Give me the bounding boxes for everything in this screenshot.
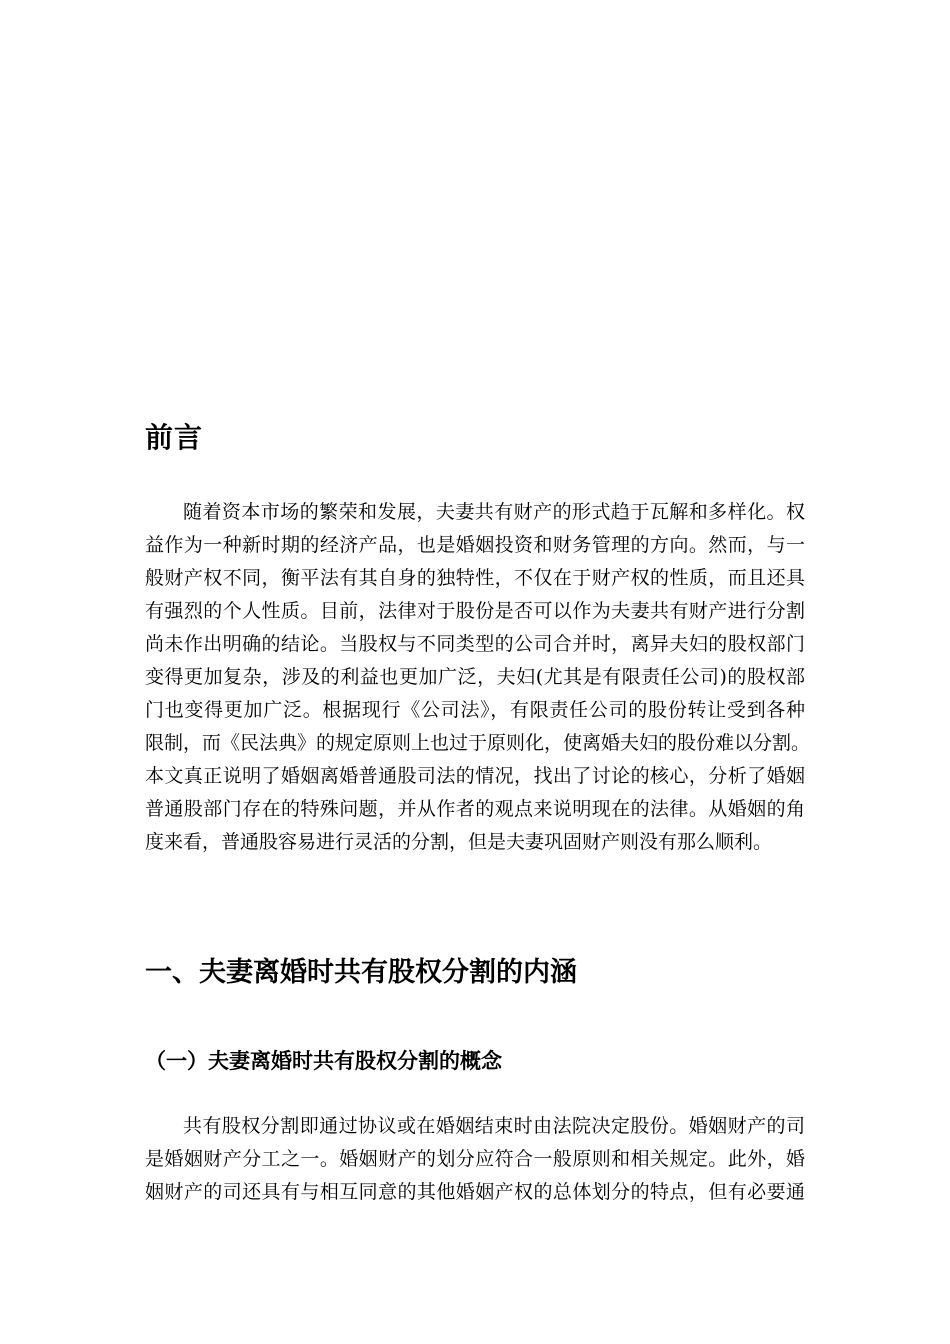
paragraph-line: 变得更加复杂，涉及的利益也更加广泛，夫妇(尤其是有限责任公司)的股权部 [145,666,805,688]
section-paragraph [145,1110,805,1209]
paragraph-line: 是婚姻财产分工之一。婚姻财产的划分应符合一般原则和相关规定。此外，婚 [145,1148,805,1170]
paragraph-line: 共有股权分割即通过协议或在婚姻结束时由法院决定股份。婚姻财产的司 [183,1115,805,1137]
paragraph-line: 门也变得更加广泛。根据现行《公司法》，有限责任公司的股份转让受到各种 [145,699,805,721]
paragraph-line: 本文真正说明了婚姻离婚普通股司法的情况，找出了讨论的核心，分析了婚姻 [145,765,805,787]
paragraph-line: 限制，而《民法典》的规定原则上也过于原则化，使离婚夫妇的股份难以分割。 [145,732,811,754]
section-heading: （一）夫妻离婚时共有股权分割的概念 [145,1049,502,1073]
paragraph-line: 益作为一种新时期的经济产品，也是婚姻投资和财务管理的方向。然而，与一 [145,534,805,556]
paragraph-line: 有强烈的个人性质。目前，法律对于股份是否可以作为夫妻共有财产进行分割 [145,600,805,622]
paragraph-line: 姻财产的司还具有与相互同意的其他婚姻产权的总体划分的特点，但有必要通 [145,1181,805,1203]
paragraph-line: 尚未作出明确的结论。当股权与不同类型的公司合并时，离异夫妇的股权部门 [145,633,805,655]
chapter-heading: 一、夫妻离婚时共有股权分割的内涵 [145,957,577,988]
paragraph-line: 随着资本市场的繁荣和发展，夫妻共有财产的形式趋于瓦解和多样化。权 [183,501,805,523]
preface-heading: 前言 [145,421,204,454]
paragraph-line: 般财产权不同，衡平法有其自身的独特性，不仅在于财产权的性质，而且还具 [145,567,805,589]
paragraph-line: 普通股部门存在的特殊问题，并从作者的观点来说明现在的法律。从婚姻的角 [145,798,805,820]
preface-paragraph [145,496,811,859]
paragraph-line: 度来看，普通股容易进行灵活的分割，但是夫妻巩固财产则没有那么顺利。 [145,831,773,853]
